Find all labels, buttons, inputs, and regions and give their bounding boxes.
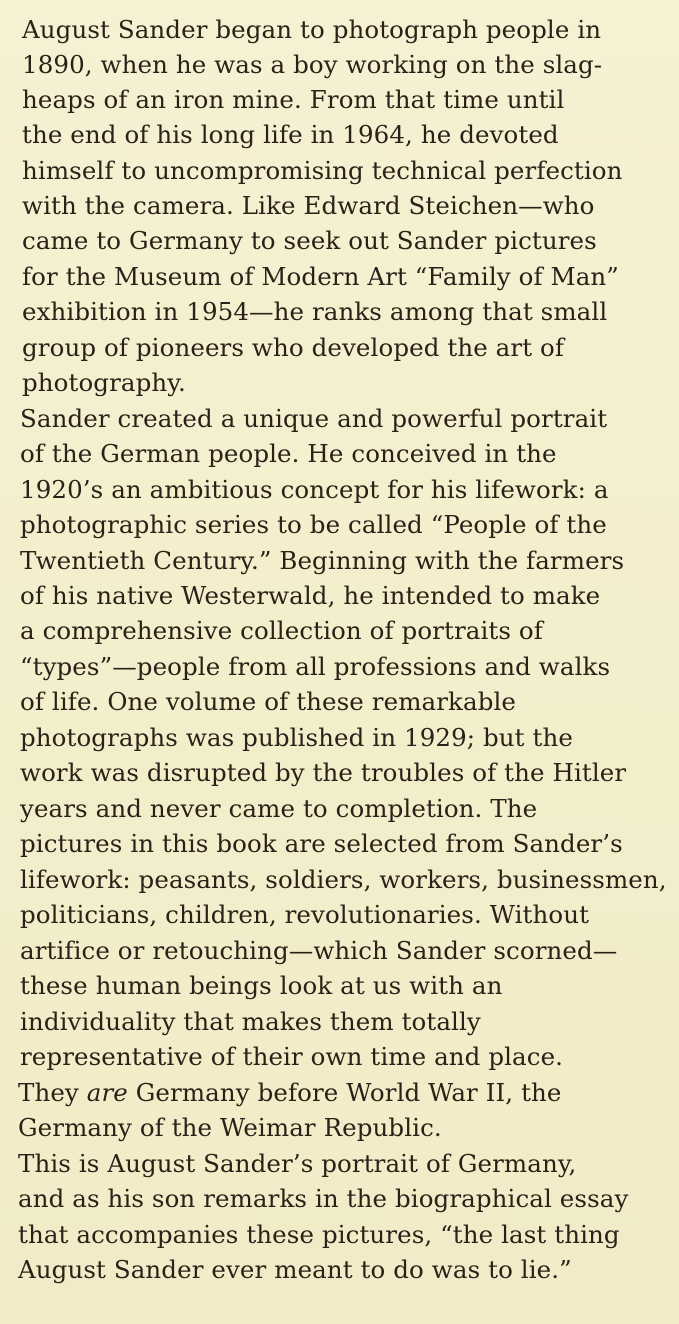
text-line: individuality that makes them totally xyxy=(20,1007,481,1036)
text-line: of his native Westerwald, he intended to make xyxy=(20,581,601,610)
text-line: that accompanies these pictures, “the last thing xyxy=(18,1220,620,1249)
text-line: exhibition in 1954—he ranks among that small xyxy=(22,297,608,326)
text-line: photographs was published in 1929; but the xyxy=(20,723,573,752)
text-line: group of pioneers who developed the art of xyxy=(22,333,565,362)
text-line: came to Germany to seek out Sander pictures xyxy=(22,226,597,255)
text-segment: Germany before World War II, the xyxy=(127,1078,562,1107)
text-line: photography. xyxy=(22,368,186,397)
text-line: himself to uncompromising technical perfection xyxy=(22,156,623,185)
text-line: politicians, children, revolutionaries. Without xyxy=(20,900,590,929)
text-line: 1890, when he was a boy working on the slag- xyxy=(22,50,603,79)
text-line: these human beings look at us with an xyxy=(20,971,503,1000)
text-line: August Sander ever meant to do was to lie.” xyxy=(18,1255,572,1284)
text-line: for the Museum of Modern Art “Family of Man” xyxy=(22,262,619,291)
text-line: years and never came to completion. The xyxy=(20,794,538,823)
text-line: and as his son remarks in the biographical essay xyxy=(18,1184,629,1213)
italic-emphasis: are xyxy=(86,1078,128,1107)
text-line: “types”—people from all professions and walks xyxy=(20,652,611,681)
text-line: of the German people. He conceived in the xyxy=(20,439,557,468)
text-line: work was disrupted by the troubles of the Hitler xyxy=(20,758,627,787)
text-line: lifework: peasants, soldiers, workers, businessmen, xyxy=(20,865,667,894)
text-line: 1920’s an ambitious concept for his lifework: a xyxy=(20,475,609,504)
text-line: heaps of an iron mine. From that time until xyxy=(22,85,565,114)
text-line: pictures in this book are selected from Sander’s xyxy=(20,829,623,858)
text-line: Twentieth Century.” Beginning with the farmers xyxy=(20,546,625,575)
text-line: a comprehensive collection of portraits of xyxy=(20,616,543,645)
text-segment: They xyxy=(18,1078,87,1107)
text-line: This is August Sander’s portrait of Germany, xyxy=(18,1149,577,1178)
text-line: photographic series to be called “People of the xyxy=(20,510,607,539)
text-line: with the camera. Like Edward Steichen—who xyxy=(22,191,595,220)
text-line: representative of their own time and place. xyxy=(20,1042,564,1071)
text-line: August Sander began to photograph people in xyxy=(22,15,602,44)
text-line: Sander created a unique and powerful portrait xyxy=(20,404,608,433)
text-line-mixed xyxy=(18,1077,562,1109)
text-line: the end of his long life in 1964, he devoted xyxy=(22,120,559,149)
text-line: of life. One volume of these remarkable xyxy=(20,687,517,716)
text-line: Germany of the Weimar Republic. xyxy=(18,1113,442,1142)
text-line: artifice or retouching—which Sander scorned— xyxy=(20,936,618,965)
